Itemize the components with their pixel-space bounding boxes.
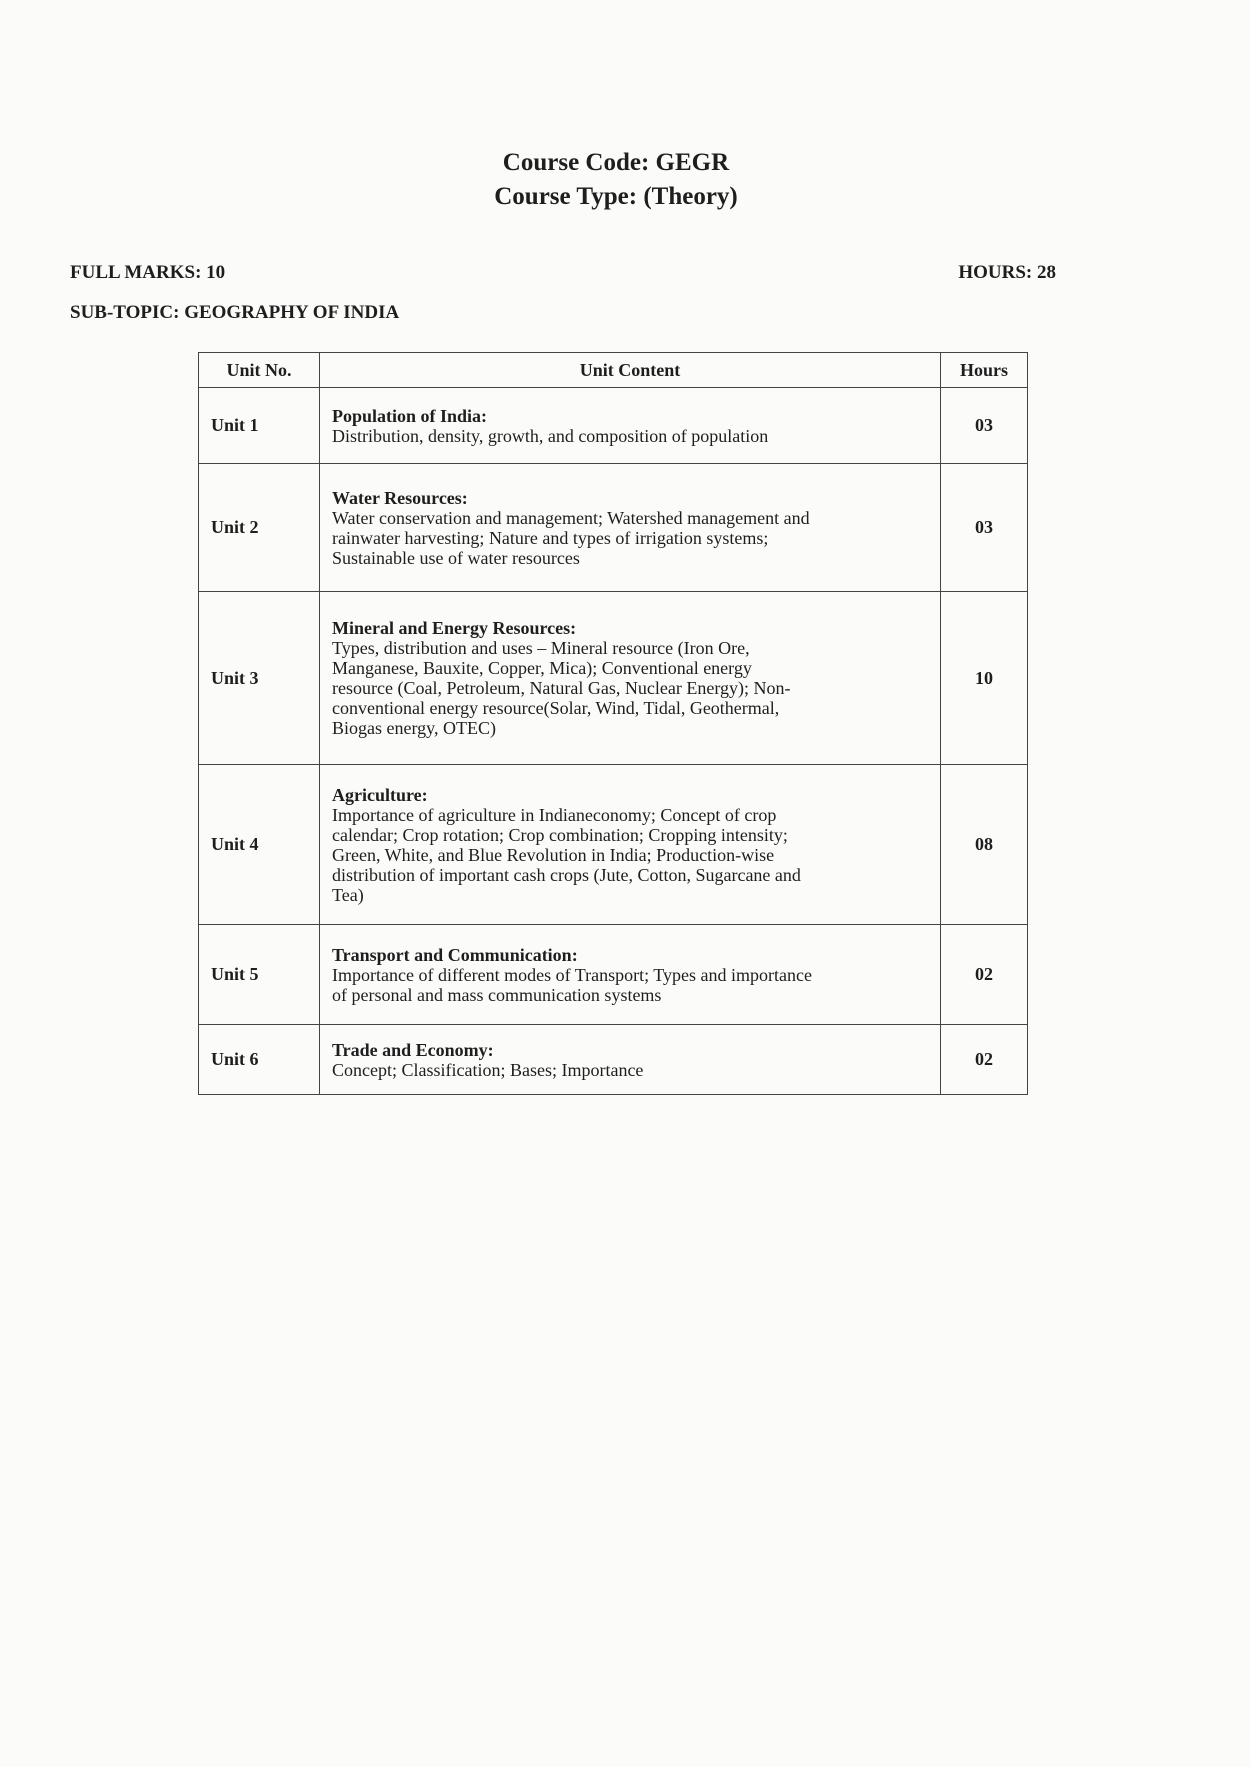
unit-line: of personal and mass communication systems [332, 984, 662, 1005]
unit-title: Mineral and Energy Resources: [332, 618, 577, 638]
hours-cell: 03 [941, 388, 1028, 464]
unit-content-cell [320, 925, 941, 1025]
unit-content-cell [320, 1025, 941, 1095]
unit-no-cell: Unit 1 [199, 388, 320, 464]
unit-title: Agriculture: [332, 784, 428, 805]
unit-line: Water conservation and management; Watershed management and [332, 507, 810, 528]
unit-no-cell: Unit 6 [199, 1025, 320, 1095]
table-row [199, 388, 1028, 464]
header-unit-content: Unit Content [320, 353, 941, 388]
unit-content-cell [320, 592, 941, 765]
unit-line: Concept; Classification; Bases; Importance [332, 1059, 644, 1080]
table-row [199, 765, 1028, 925]
unit-line: Biogas energy, OTEC) [332, 718, 496, 738]
unit-line: Manganese, Bauxite, Copper, Mica); Conventional energy [332, 658, 752, 678]
unit-no-cell: Unit 3 [199, 592, 320, 765]
unit-line: Importance of agriculture in Indianeconomy; Concept of crop [332, 804, 777, 825]
syllabus-table [198, 352, 1028, 1095]
unit-content-cell [320, 464, 941, 592]
unit-line: rainwater harvesting; Nature and types of irrigation systems; [332, 527, 769, 548]
header-unit-no: Unit No. [199, 353, 320, 388]
sub-topic: SUB-TOPIC: GEOGRAPHY OF INDIA [70, 302, 400, 323]
table-row [199, 464, 1028, 592]
hours-cell: 02 [941, 925, 1028, 1025]
unit-line: Green, White, and Blue Revolution in India; Production-wise [332, 844, 775, 865]
full-marks: FULL MARKS: 10 [70, 262, 226, 283]
unit-content-cell [320, 765, 941, 925]
unit-line: Tea) [332, 884, 364, 905]
unit-line: calendar; Crop rotation; Crop combination; Cropping intensity; [332, 824, 788, 845]
unit-line: distribution of important cash crops (Jute, Cotton, Sugarcane and [332, 864, 801, 885]
hours-cell: 03 [941, 464, 1028, 592]
unit-line: conventional energy resource(Solar, Wind, Tidal, Geothermal, [332, 698, 780, 718]
unit-no-cell: Unit 2 [199, 464, 320, 592]
unit-title: Trade and Economy: [332, 1039, 494, 1060]
unit-line: Distribution, density, growth, and composition of population [332, 425, 769, 446]
unit-title: Transport and Communication: [332, 944, 578, 965]
hours-cell: 08 [941, 765, 1028, 925]
unit-no-cell: Unit 5 [199, 925, 320, 1025]
unit-no-cell: Unit 4 [199, 765, 320, 925]
course-code: Course Code: GEGR [502, 149, 730, 176]
hours-cell: 02 [941, 1025, 1028, 1095]
total-hours: HOURS: 28 [958, 262, 1056, 283]
unit-line: Importance of different modes of Transport; Types and importance [332, 964, 812, 985]
unit-content-cell [320, 388, 941, 464]
header-hours: Hours [941, 353, 1028, 388]
table-row [199, 1025, 1028, 1095]
table-row [199, 592, 1028, 765]
table-header-row [199, 353, 1028, 388]
unit-title: Water Resources: [332, 487, 468, 508]
unit-line: Sustainable use of water resources [332, 547, 580, 568]
hours-cell: 10 [941, 592, 1028, 765]
course-type: Course Type: (Theory) [494, 183, 738, 210]
unit-line: resource (Coal, Petroleum, Natural Gas, Nuclear Energy); Non- [332, 678, 791, 698]
table-row [199, 925, 1028, 1025]
title-block [0, 146, 1232, 214]
unit-title: Population of India: [332, 405, 488, 426]
unit-line: Types, distribution and uses – Mineral resource (Iron Ore, [332, 638, 750, 658]
